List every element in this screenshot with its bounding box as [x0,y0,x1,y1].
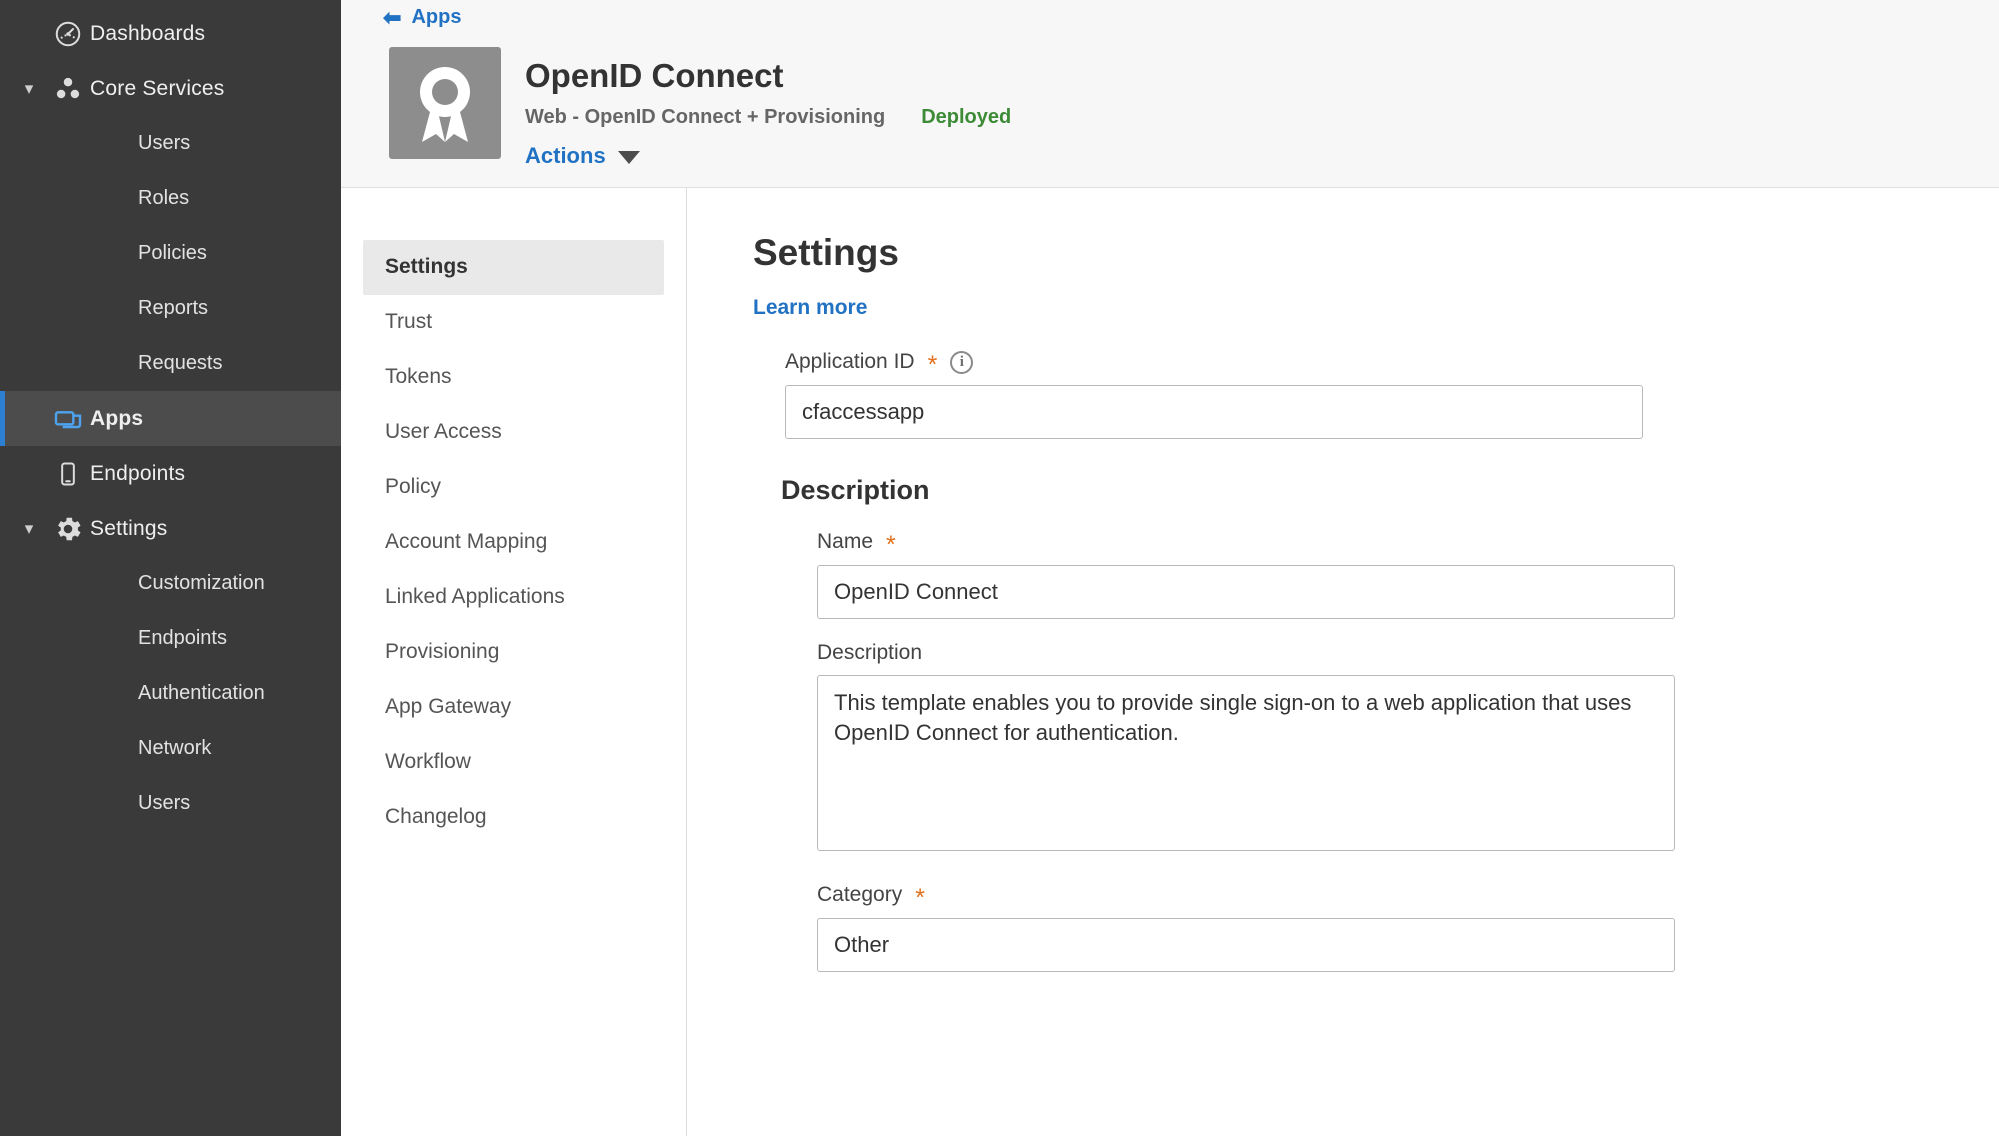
actions-label: Actions [525,142,606,168]
sidebar-item-requests[interactable]: Requests [138,352,223,374]
tab-provisioning[interactable]: Provisioning [385,640,500,664]
tab-linked-applications[interactable]: Linked Applications [385,585,565,609]
actions-menu[interactable] [525,143,1011,169]
tab-app-gateway[interactable]: App Gateway [385,695,512,719]
category-label: Category [817,883,903,907]
sidebar-item-policies[interactable]: Policies [138,242,207,264]
sidebar-item-reports[interactable]: Reports [138,297,209,319]
app-head-text [525,47,1011,169]
sidebar-item-settings-users[interactable]: Users [138,792,191,814]
tab-user-access[interactable]: User Access [385,420,502,444]
required-asterisk: * [927,350,938,379]
required-asterisk: * [915,883,925,912]
main-area [341,0,1999,1136]
tab-policy[interactable]: Policy [385,475,442,499]
app-identity [341,35,1999,169]
tab-tokens[interactable]: Tokens [385,365,452,389]
page-title: OpenID Connect [525,57,784,94]
sidebar-item-dashboards[interactable] [0,6,341,61]
sidebar [0,0,341,1136]
breadcrumb-label: Apps [411,6,462,28]
learn-more-link[interactable]: Learn more [753,295,868,319]
sidebar-item-roles[interactable]: Roles [138,187,190,209]
sidebar-item-customization[interactable]: Customization [138,572,265,594]
spacer [753,851,1999,883]
sidebar-item-users[interactable]: Users [138,132,191,154]
name-field [817,530,1999,619]
sidebar-item-endpoints[interactable] [0,446,341,501]
chevron-down-icon [618,151,640,164]
sidebar-item-label: Endpoints [90,461,186,485]
sidebar-item-authentication[interactable]: Authentication [138,682,265,704]
sidebar-group-dashboards [0,6,341,61]
sidebar-item-apps[interactable] [0,391,341,446]
sidebar-item-core-services[interactable] [0,61,341,116]
sidebar-item-settings-endpoints[interactable]: Endpoints [138,627,227,649]
tab-changelog[interactable]: Changelog [385,805,487,829]
sidebar-item-label: Settings [90,516,168,540]
spacer [753,619,1999,641]
content-area [341,188,1999,1136]
sidebar-item-label: Core Services [90,76,225,100]
gauge-icon [46,19,90,49]
application-id-label: Application ID [785,350,915,374]
tab-settings[interactable]: Settings [363,240,664,295]
description-label: Description [817,640,923,664]
sidebar-item-settings[interactable] [0,501,341,556]
application-id-input[interactable]: cfaccessapp [785,385,1643,439]
sidebar-group-apps [0,391,341,446]
breadcrumb[interactable] [341,0,1999,35]
description-textarea[interactable]: This template enables you to provide single sign-on to a web application that uses OpenID Connect for authentication. [817,675,1675,851]
tab-trust[interactable]: Trust [385,310,433,334]
settings-panel [687,188,1999,1136]
device-icon [46,460,90,488]
category-label-row [817,883,1999,912]
gear-icon [46,513,90,545]
apps-icon [46,403,90,435]
name-label: Name [817,530,874,554]
sidebar-item-label: Dashboards [90,21,206,45]
core-services-icon [46,74,90,104]
description-label-row [817,641,1999,665]
required-asterisk: * [886,530,896,559]
chevron-down-icon[interactable]: ▾ [24,519,34,538]
app-type-label: Web - OpenID Connect + Provisioning [525,105,886,128]
info-icon[interactable]: i [950,351,973,374]
category-field [817,883,1999,972]
sidebar-item-network[interactable]: Network [138,737,212,759]
app-subline [525,106,1011,129]
name-input[interactable]: OpenID Connect [817,565,1675,619]
tab-account-mapping[interactable]: Account Mapping [385,530,548,554]
category-input[interactable]: Other [817,918,1675,972]
tab-workflow[interactable]: Workflow [385,750,471,774]
sidebar-group-settings [0,501,341,831]
application-id-label-row [785,350,1999,379]
award-ribbon-icon [389,47,501,159]
name-label-row [817,530,1999,559]
app-header [341,0,1999,188]
panel-title: Settings [753,231,899,273]
application-id-field [785,350,1999,439]
sidebar-item-label: Apps [90,406,144,430]
status-badge: Deployed [921,105,1012,128]
back-arrow-icon: ⬅ [383,4,402,30]
sidebar-group-core-services [0,61,341,391]
description-field [817,641,1999,851]
description-section-title: Description [781,474,930,505]
chevron-down-icon[interactable]: ▾ [24,79,34,98]
sidebar-group-endpoints [0,446,341,501]
settings-tab-rail [341,188,687,1136]
